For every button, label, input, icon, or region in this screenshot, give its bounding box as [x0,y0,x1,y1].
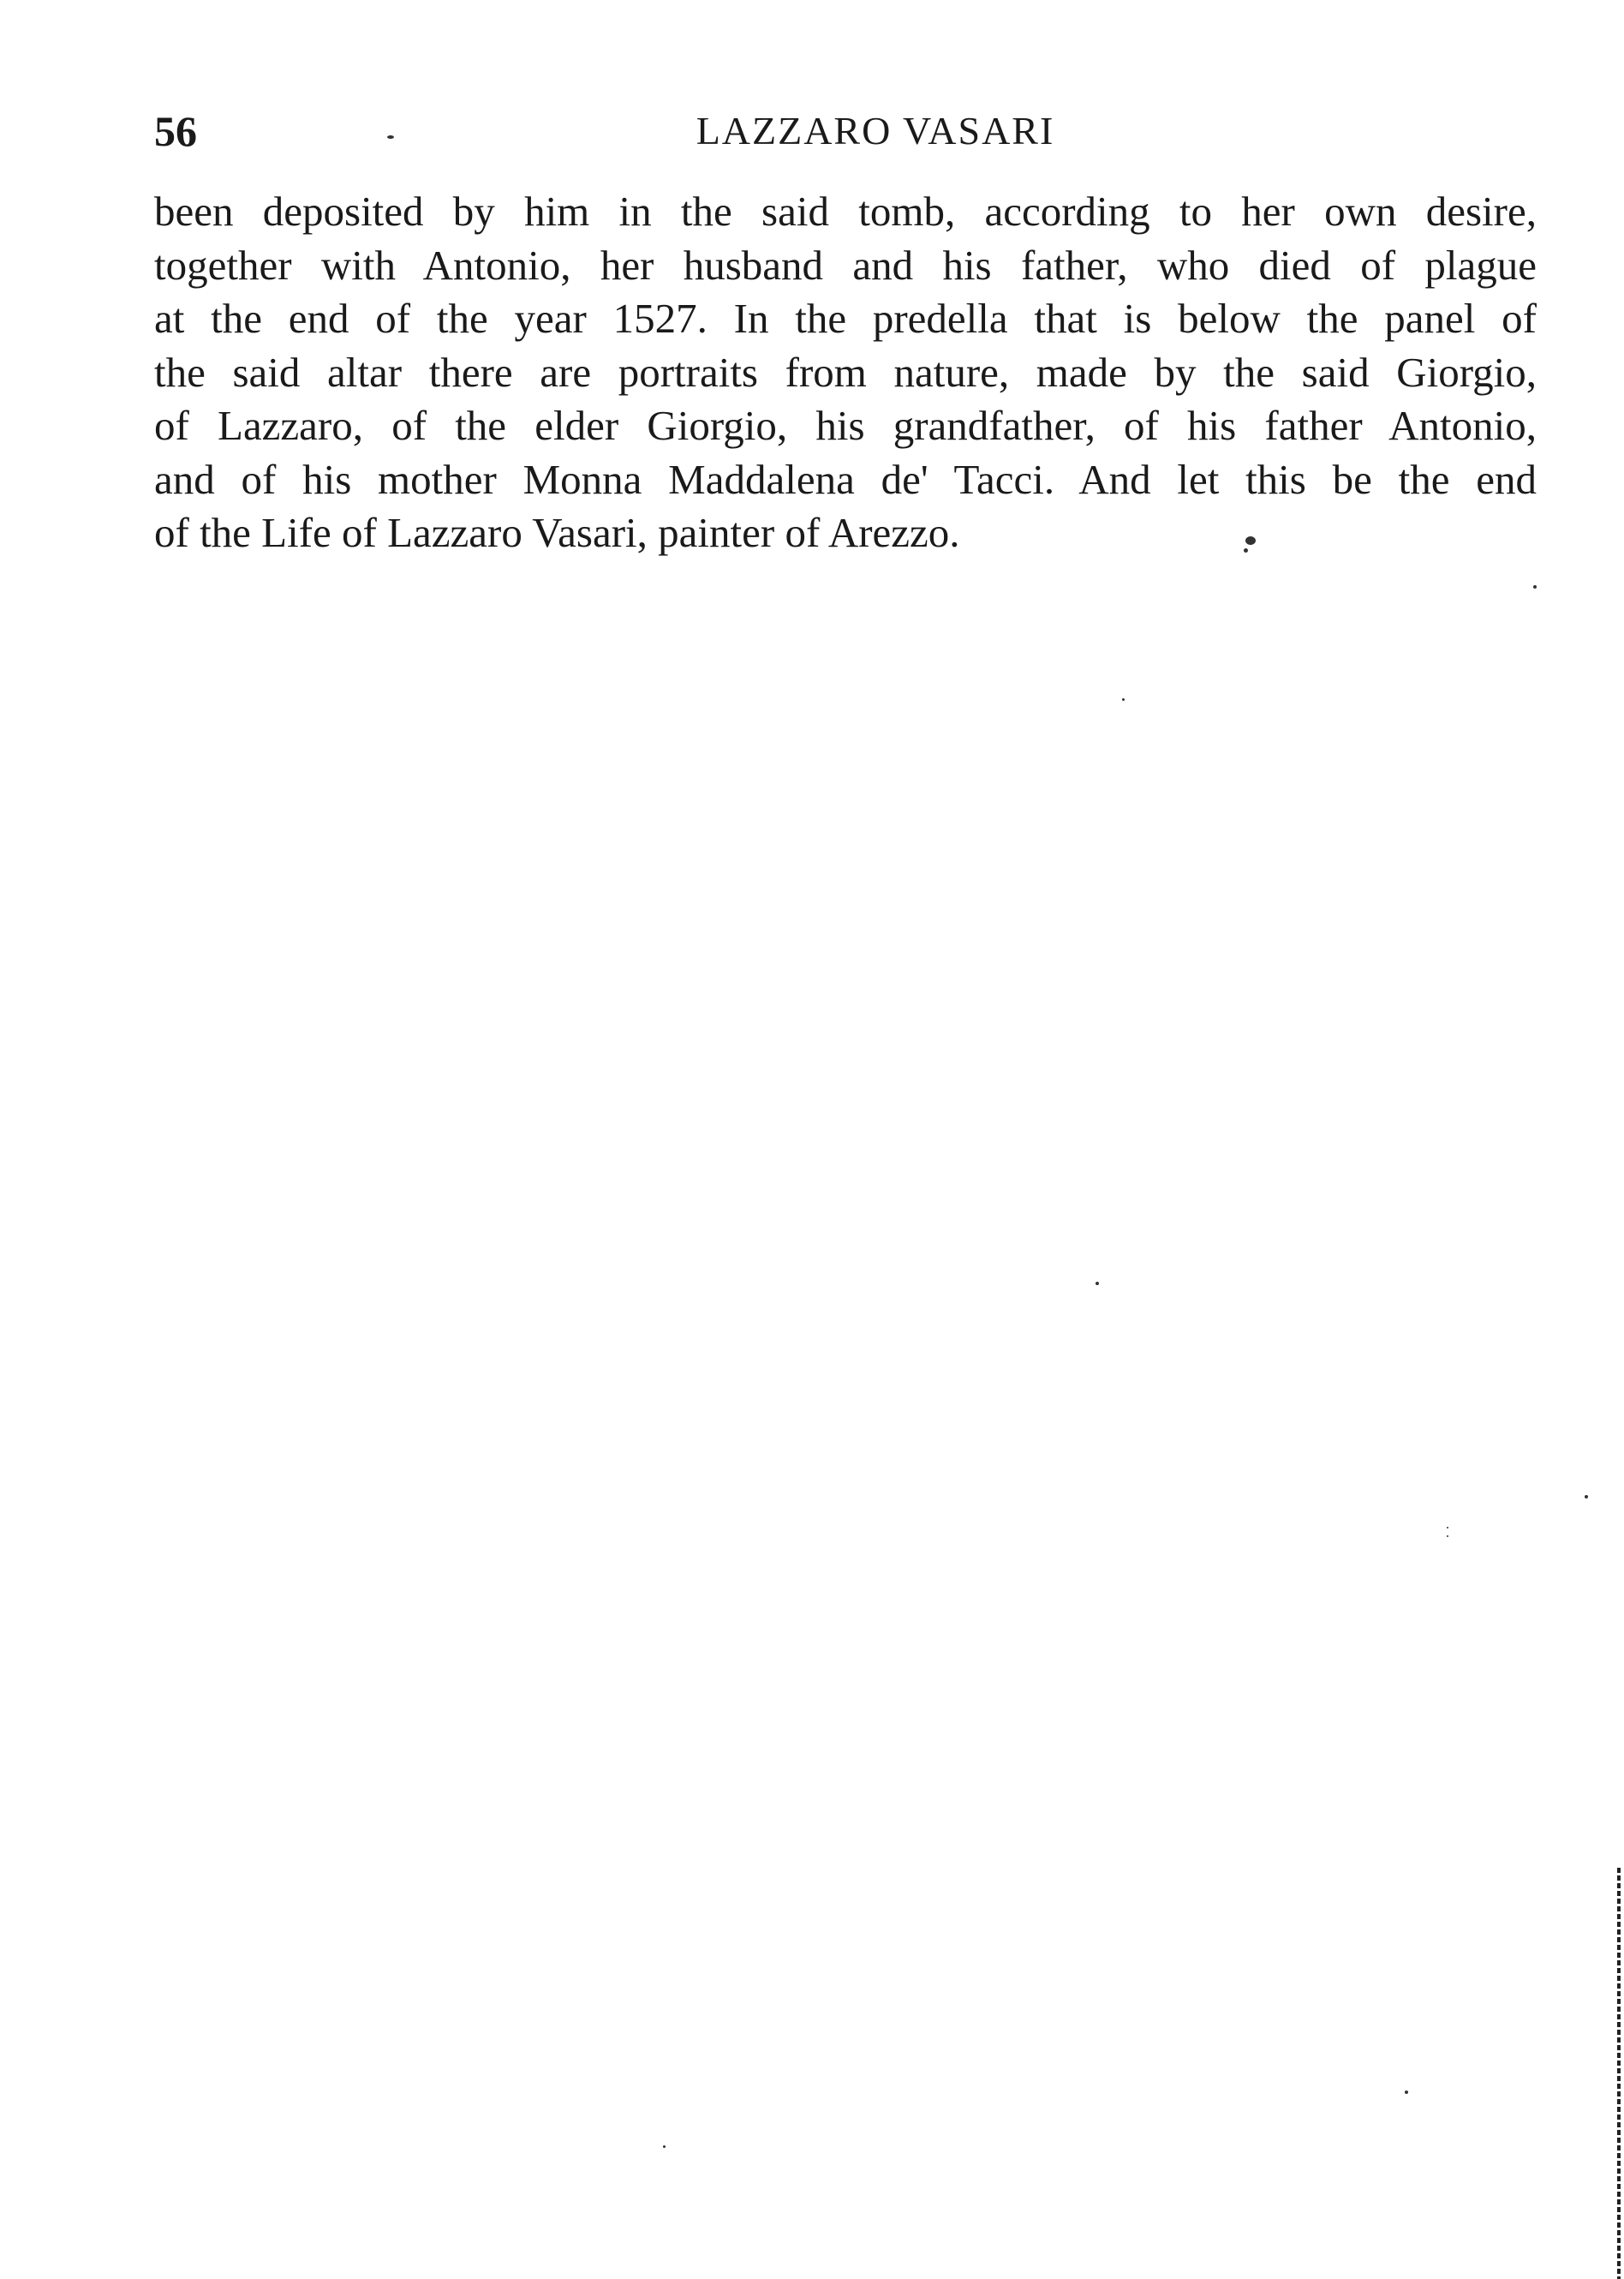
scan-speck [1447,1527,1448,1528]
scan-speck [663,2145,666,2148]
scan-speck [1405,2091,1408,2094]
text-line: of Lazzaro, of the elder Giorgio, his grandfather, of his father Antonio, [154,402,1537,449]
running-head [154,101,1537,161]
scan-speck [1533,585,1537,589]
scan-speck [1244,548,1248,553]
text-line: at the end of the year 1527. In the predella that is below the panel of [154,295,1537,342]
scan-speck [1096,1282,1099,1285]
scan-speck [387,135,394,139]
scan-speck [1447,1535,1448,1537]
scan-speck [1245,536,1256,545]
text-line: of the Life of Lazzaro Vasari, painter of Arezzo. [154,509,960,556]
scan-speck [1122,698,1125,701]
text-line: the said altar there are portraits from nature, made by the said Giorgio, [154,348,1537,396]
text-line: and of his mother Monna Maddalena de' Tacci. And let this be the end [154,455,1537,503]
scan-speck [1585,1495,1588,1498]
page-edge-mark [1617,1868,1621,2279]
page-number: 56 [154,107,197,155]
body-paragraph [154,185,1537,560]
running-title: LAZZARO VASARI [696,109,1055,153]
text-line: been deposited by him in the said tomb, according to her own desire, [154,188,1537,235]
text-line: together with Antonio, her husband and his father, who died of plague [154,241,1537,289]
